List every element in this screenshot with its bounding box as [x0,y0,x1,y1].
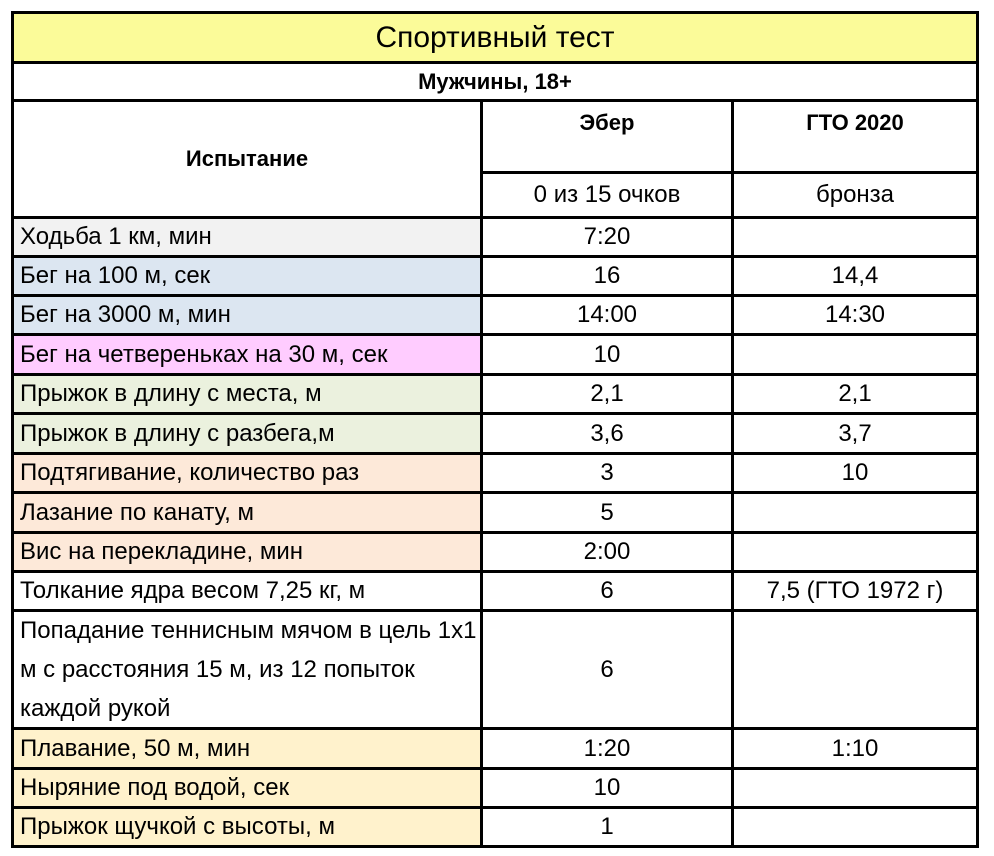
table-row [14,809,976,845]
row-eber-value: 1 [483,809,734,845]
row-gto-value: 1:10 [734,730,976,767]
table-row [14,258,976,297]
table-title: Спортивный тест [375,20,615,54]
table-row [14,534,976,573]
table-row [14,770,976,809]
table-row [14,297,976,336]
table-row [14,730,976,770]
row-eber-value: 1:20 [483,730,734,767]
row-test-name: Подтягивание, количество раз [14,455,483,491]
row-eber-value: 2,1 [483,376,734,412]
row-eber-value: 7:20 [483,219,734,255]
header-test-label: Испытание [14,102,483,216]
row-eber-value: 6 [483,612,734,727]
header-row [14,102,976,219]
row-test-name: Лазание по канату, м [14,494,483,531]
table-row [14,219,976,258]
row-test-name: Бег на 100 м, сек [14,258,483,294]
row-test-name: Прыжок щучкой с высоты, м [14,809,483,845]
row-gto-value: 10 [734,455,976,491]
subtitle-row [14,64,976,102]
row-gto-value: 14:30 [734,297,976,333]
row-eber-value: 3,6 [483,415,734,452]
row-eber-value: 10 [483,770,734,806]
row-test-name: Ныряние под водой, сек [14,770,483,806]
row-gto-value: 2,1 [734,376,976,412]
title-row [14,14,976,64]
row-eber-value: 5 [483,494,734,531]
row-gto-value [734,809,976,845]
header-gto-title: ГТО 2020 [734,102,976,174]
table-subtitle: Мужчины, 18+ [418,68,572,94]
row-gto-value [734,219,976,255]
row-gto-value: 7,5 (ГТО 1972 г) [734,573,976,609]
table-row [14,494,976,534]
table-row [14,455,976,494]
row-eber-value: 2:00 [483,534,734,570]
row-gto-value [734,494,976,531]
sport-test-table [11,11,979,848]
table-row [14,573,976,612]
row-test-name: Попадание теннисным мячом в цель 1x1 м с расстояния 15 м, из 12 попыток каждой рукой [14,612,483,727]
row-test-name: Прыжок в длину с разбега,м [14,415,483,452]
row-eber-value: 10 [483,336,734,373]
table-row [14,415,976,455]
row-test-name: Прыжок в длину с места, м [14,376,483,412]
header-col-gto [734,102,976,216]
row-test-name: Бег на 3000 м, мин [14,297,483,333]
table-row [14,612,976,730]
row-test-name: Ходьба 1 км, мин [14,219,483,255]
row-gto-value [734,770,976,806]
row-gto-value [734,534,976,570]
header-col-eber [483,102,734,216]
table-row [14,376,976,415]
row-eber-value: 14:00 [483,297,734,333]
row-gto-value: 3,7 [734,415,976,452]
table-row [14,336,976,376]
row-gto-value: 14,4 [734,258,976,294]
header-eber-title: Эбер [483,102,731,174]
header-eber-sub: 0 из 15 очков [533,181,681,208]
row-test-name: Толкание ядра весом 7,25 кг, м [14,573,483,609]
row-gto-value [734,612,976,727]
row-test-name: Плавание, 50 м, мин [14,730,483,767]
row-eber-value: 3 [483,455,734,491]
row-test-name: Вис на перекладине, мин [14,534,483,570]
row-eber-value: 6 [483,573,734,609]
row-eber-value: 16 [483,258,734,294]
row-test-name: Бег на четвереньках на 30 м, сек [14,336,483,373]
header-gto-sub: бронза [815,181,895,208]
row-gto-value [734,336,976,373]
